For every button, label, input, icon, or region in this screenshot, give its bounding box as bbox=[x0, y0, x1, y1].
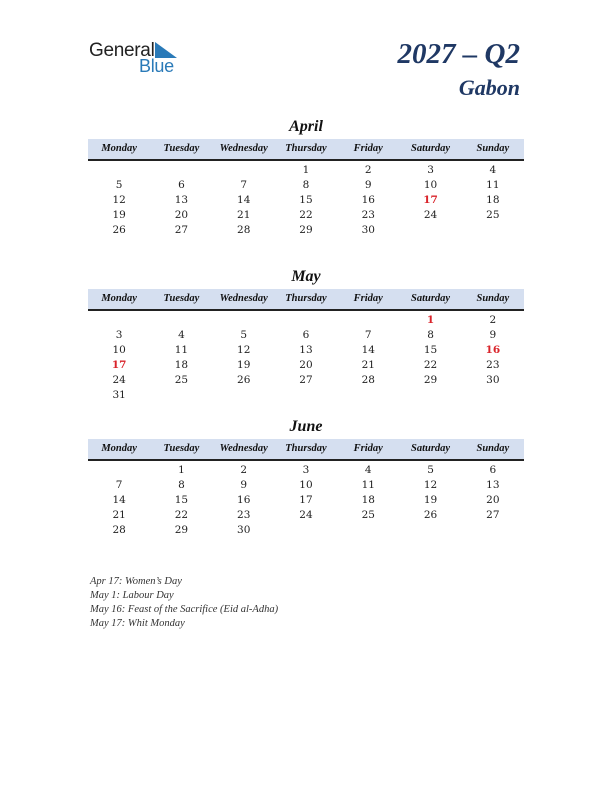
page-title: 2027 – Q2 bbox=[397, 38, 520, 70]
holiday-notes bbox=[90, 575, 278, 631]
day-cell: 3 bbox=[427, 164, 434, 176]
day-cell: 9 bbox=[240, 479, 248, 491]
day-cell: 9 bbox=[364, 179, 372, 191]
day-cell: 29 bbox=[174, 524, 189, 536]
week-row bbox=[88, 223, 524, 238]
day-cell: 19 bbox=[112, 209, 126, 221]
day-cell: 11 bbox=[361, 479, 375, 491]
day-cell: 22 bbox=[423, 359, 438, 371]
day-cell: 22 bbox=[299, 209, 313, 221]
month-title: May bbox=[291, 268, 321, 285]
day-cell bbox=[213, 388, 275, 403]
day-cell bbox=[150, 313, 212, 328]
month-april bbox=[88, 117, 524, 238]
day-cell: 2 bbox=[240, 464, 248, 476]
day-cell: 2 bbox=[364, 164, 372, 176]
day-cell: 5 bbox=[427, 464, 434, 476]
day-cell bbox=[275, 388, 337, 403]
weekday-label: Thursday bbox=[285, 443, 327, 454]
weekday-label: Thursday bbox=[285, 293, 327, 304]
weekday-label: Monday bbox=[101, 443, 137, 454]
day-cell: 14 bbox=[237, 194, 251, 206]
day-cell: 25 bbox=[174, 374, 189, 386]
day-cell bbox=[88, 313, 150, 328]
day-cell bbox=[337, 313, 399, 328]
day-cell: 5 bbox=[240, 329, 248, 341]
day-cell: 30 bbox=[361, 224, 375, 236]
day-cell bbox=[88, 163, 150, 178]
holiday-note: May 17: Whit Monday bbox=[90, 618, 185, 629]
day-cell: 7 bbox=[115, 479, 123, 491]
day-cell: 19 bbox=[237, 359, 251, 371]
day-cell: 8 bbox=[427, 329, 434, 341]
day-cell: 26 bbox=[237, 374, 251, 386]
day-cell: 6 bbox=[489, 464, 497, 476]
weekday-label: Tuesday bbox=[163, 143, 200, 154]
day-cell: 27 bbox=[486, 509, 500, 521]
logo-text-blue: Blue bbox=[139, 56, 174, 76]
day-cell: 29 bbox=[423, 374, 438, 386]
day-cell: 23 bbox=[361, 209, 375, 221]
brand-logo bbox=[89, 40, 189, 76]
day-cell: 15 bbox=[299, 194, 313, 206]
day-cell bbox=[399, 388, 461, 403]
week-row bbox=[88, 508, 524, 523]
day-cell: 6 bbox=[178, 179, 185, 191]
day-cell: 16 bbox=[361, 194, 375, 206]
weekday-label: Monday bbox=[101, 293, 137, 304]
month-june bbox=[88, 417, 524, 538]
day-cell bbox=[337, 388, 399, 403]
day-cell: 15 bbox=[423, 344, 438, 356]
day-cell: 18 bbox=[486, 194, 500, 206]
day-cell: 14 bbox=[112, 494, 126, 506]
day-cell: 2 bbox=[489, 314, 497, 326]
week-row bbox=[88, 523, 524, 538]
day-cell: 27 bbox=[174, 224, 189, 236]
day-cell: 12 bbox=[112, 194, 126, 206]
week-rows bbox=[88, 313, 524, 403]
day-cell bbox=[462, 223, 524, 238]
weekday-label: Sunday bbox=[476, 143, 510, 154]
day-cell: 1 bbox=[302, 164, 310, 176]
logo-text-general: General bbox=[89, 40, 155, 61]
weekday-label: Friday bbox=[353, 293, 383, 304]
weekday-label: Monday bbox=[101, 143, 137, 154]
weekday-label: Saturday bbox=[411, 443, 451, 454]
day-cell: 8 bbox=[302, 179, 310, 191]
holiday-day-cell: 1 bbox=[426, 314, 435, 326]
week-row bbox=[88, 478, 524, 493]
holiday-note: Apr 17: Women’s Day bbox=[90, 576, 182, 587]
day-cell: 12 bbox=[237, 344, 251, 356]
day-cell: 23 bbox=[486, 359, 500, 371]
day-cell: 15 bbox=[174, 494, 189, 506]
day-cell: 4 bbox=[489, 164, 497, 176]
week-row bbox=[88, 463, 524, 478]
week-row bbox=[88, 493, 524, 508]
holiday-day-cell: 17 bbox=[423, 194, 438, 206]
day-cell: 10 bbox=[423, 179, 438, 191]
week-row bbox=[88, 313, 524, 328]
weekday-label: Wednesday bbox=[219, 293, 268, 304]
day-cell: 25 bbox=[361, 509, 375, 521]
day-cell: 20 bbox=[486, 494, 500, 506]
day-cell: 20 bbox=[299, 359, 313, 371]
day-cell bbox=[213, 163, 275, 178]
week-row bbox=[88, 358, 524, 373]
day-cell: 29 bbox=[299, 224, 313, 236]
day-cell: 25 bbox=[486, 209, 500, 221]
day-cell: 11 bbox=[174, 344, 189, 356]
week-row bbox=[88, 208, 524, 223]
month-title: June bbox=[289, 418, 323, 435]
weekday-label: Wednesday bbox=[219, 143, 268, 154]
weekday-label: Saturday bbox=[411, 293, 451, 304]
country-subtitle: Gabon bbox=[458, 75, 520, 100]
day-cell: 12 bbox=[423, 479, 438, 491]
weekday-label: Wednesday bbox=[219, 443, 268, 454]
day-cell: 7 bbox=[364, 329, 372, 341]
day-cell bbox=[275, 523, 337, 538]
day-cell: 13 bbox=[174, 194, 189, 206]
day-cell: 4 bbox=[178, 329, 185, 341]
holiday-note: May 1: Labour Day bbox=[90, 590, 174, 601]
day-cell: 24 bbox=[112, 374, 126, 386]
week-row bbox=[88, 343, 524, 358]
day-cell: 17 bbox=[299, 494, 313, 506]
weekday-label: Friday bbox=[353, 443, 383, 454]
day-cell: 13 bbox=[486, 479, 500, 491]
day-cell: 31 bbox=[112, 389, 126, 401]
month-title: April bbox=[289, 118, 323, 135]
day-cell: 7 bbox=[240, 179, 248, 191]
day-cell bbox=[213, 313, 275, 328]
day-cell: 24 bbox=[299, 509, 313, 521]
day-cell: 8 bbox=[178, 479, 185, 491]
weekday-header bbox=[88, 289, 524, 311]
weekday-label: Friday bbox=[353, 143, 383, 154]
day-cell: 14 bbox=[361, 344, 375, 356]
day-cell: 30 bbox=[486, 374, 500, 386]
weekday-label: Sunday bbox=[476, 443, 510, 454]
day-cell: 22 bbox=[174, 509, 189, 521]
day-cell: 10 bbox=[112, 344, 126, 356]
holiday-day-cell: 17 bbox=[111, 359, 127, 371]
day-cell: 26 bbox=[423, 509, 438, 521]
day-cell bbox=[275, 313, 337, 328]
weekday-header bbox=[88, 439, 524, 461]
day-cell: 24 bbox=[423, 209, 438, 221]
day-cell: 16 bbox=[237, 494, 251, 506]
day-cell bbox=[150, 388, 212, 403]
week-row bbox=[88, 193, 524, 208]
week-rows bbox=[88, 163, 524, 238]
day-cell bbox=[337, 523, 399, 538]
day-cell: 21 bbox=[112, 509, 126, 521]
week-row bbox=[88, 388, 524, 403]
weekday-label: Thursday bbox=[285, 143, 327, 154]
day-cell: 23 bbox=[237, 509, 251, 521]
month-may bbox=[88, 267, 524, 403]
day-cell: 27 bbox=[299, 374, 313, 386]
weekday-label: Saturday bbox=[411, 143, 451, 154]
day-cell: 1 bbox=[178, 464, 185, 476]
week-row bbox=[88, 178, 524, 193]
day-cell: 18 bbox=[361, 494, 375, 506]
week-row bbox=[88, 328, 524, 343]
day-cell: 13 bbox=[299, 344, 313, 356]
day-cell: 3 bbox=[302, 464, 310, 476]
day-cell: 19 bbox=[423, 494, 438, 506]
week-rows bbox=[88, 463, 524, 538]
day-cell: 10 bbox=[299, 479, 313, 491]
day-cell: 26 bbox=[112, 224, 126, 236]
weekday-label: Sunday bbox=[476, 293, 510, 304]
day-cell: 28 bbox=[112, 524, 126, 536]
weekday-header bbox=[88, 139, 524, 161]
day-cell: 9 bbox=[489, 329, 497, 341]
holiday-note: May 16: Feast of the Sacrifice (Eid al-Adha) bbox=[90, 604, 279, 615]
day-cell: 4 bbox=[364, 464, 372, 476]
day-cell: 5 bbox=[115, 179, 123, 191]
day-cell: 28 bbox=[361, 374, 375, 386]
weekday-label: Tuesday bbox=[163, 443, 200, 454]
day-cell bbox=[399, 523, 461, 538]
day-cell bbox=[462, 388, 524, 403]
day-cell: 20 bbox=[174, 209, 189, 221]
day-cell: 18 bbox=[174, 359, 189, 371]
weekday-label: Tuesday bbox=[163, 293, 200, 304]
day-cell bbox=[399, 223, 461, 238]
week-row bbox=[88, 163, 524, 178]
holiday-day-cell: 16 bbox=[485, 344, 501, 356]
day-cell: 21 bbox=[237, 209, 251, 221]
day-cell: 30 bbox=[237, 524, 251, 536]
day-cell bbox=[88, 463, 150, 478]
day-cell: 6 bbox=[302, 329, 310, 341]
week-row bbox=[88, 373, 524, 388]
day-cell: 21 bbox=[361, 359, 375, 371]
day-cell bbox=[462, 523, 524, 538]
day-cell bbox=[150, 163, 212, 178]
day-cell: 3 bbox=[115, 329, 123, 341]
day-cell: 11 bbox=[486, 179, 500, 191]
day-cell: 28 bbox=[237, 224, 251, 236]
